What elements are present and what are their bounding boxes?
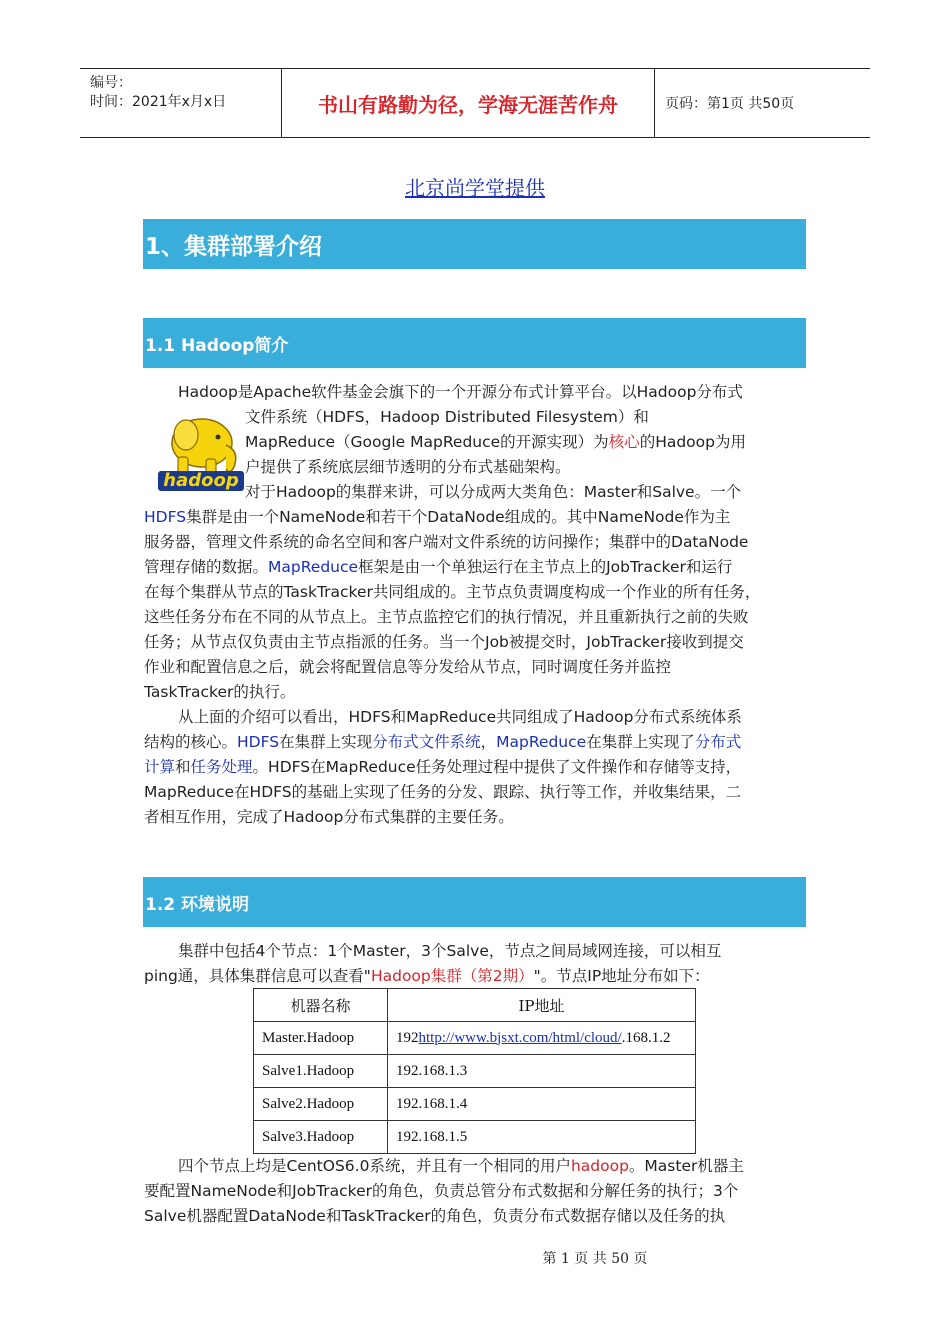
table-row (254, 1022, 696, 1055)
text-line: 要配置NameNode和JobTracker的角色，负责总管分布式数据和分解任务的执行；3个 (144, 1182, 739, 1200)
machine-name-cell: Salve2.Hadoop (254, 1088, 388, 1121)
text-line: 服务器，管理文件系统的命名空间和客户端对文件系统的访问操作；集群中的DataNode (144, 533, 749, 551)
machine-name-cell: Master.Hadoop (254, 1022, 388, 1055)
text-line: MapReduce（Google MapReduce的开源实现）为核心的Hadoop为用 (245, 433, 746, 451)
cluster-doc-reference: Hadoop集群（第2期） (370, 967, 534, 985)
text-line: 集群中包括4个节点：1个Master，3个Salve，节点之间局域网连接，可以相互 (178, 942, 722, 960)
ip-link[interactable]: http://www.bjsxt.com/html/cloud/ (418, 1029, 622, 1046)
user-name-highlight: hadoop (570, 1157, 629, 1175)
text-line: 任务；从节点仅负责由主节点指派的任务。当一个Job被提交时，JobTracker接收到提交 (144, 633, 744, 651)
section-heading-1-2: 1.2 环境说明 (143, 877, 806, 927)
text-line: 户提供了系统底层细节透明的分布式基础架构。 (245, 458, 571, 476)
text-line: 计算和任务处理。HDFS在MapReduce任务处理过程中提供了文件操作和存储等支持， (144, 758, 742, 776)
text-line: 作业和配置信息之后，就会将配置信息等分发给从节点，同时调度任务并监控 (144, 658, 672, 676)
doc-time-label: 时间：2021年x月x日 (90, 94, 227, 110)
text-line: 在每个集群从节点的TaskTracker共同组成的。主节点负责调度构成一个作业的所有任务， (144, 583, 761, 601)
node-ip-table (253, 988, 696, 1154)
ip-cell: 192.168.1.5 (388, 1121, 696, 1154)
text-line: 者相互作用，完成了Hadoop分布式集群的主要任务。 (144, 808, 514, 826)
machine-name-cell: Salve3.Hadoop (254, 1121, 388, 1154)
document-header (80, 68, 870, 138)
doc-title-link[interactable]: 北京尚学堂提供 (405, 176, 545, 200)
text-line: 四个节点上均是CentOS6.0系统，并且有一个相同的用户hadoop。Master机器主 (178, 1157, 744, 1175)
table-row (254, 1088, 696, 1121)
text-line: 文件系统（HDFS，Hadoop Distributed Filesystem）和 (245, 408, 649, 426)
header-page-info: 页码：第1页 共50页 (665, 96, 795, 112)
text-line: 对于Hadoop的集群来讲，可以分成两大类角色：Master和Salve。一个 (245, 483, 742, 501)
ip-cell: 192.168.1.3 (388, 1055, 696, 1088)
text-line: Salve机器配置DataNode和TaskTracker的角色，负责分布式数据存储以及任务的执 (144, 1207, 726, 1225)
section-heading-1-1: 1.1 Hadoop简介 (143, 318, 806, 368)
text-line: ping通，具体集群信息可以查看"Hadoop集群（第2期）"。节点IP地址分布如下： (144, 967, 710, 985)
table-row (254, 1121, 696, 1154)
ip-cell: 192.168.1.4 (388, 1088, 696, 1121)
logo-wordmark: hadoop (163, 470, 239, 491)
text-line: 管理存储的数据。MapReduce框架是由一个单独运行在主节点上的JobTracker和运行 (144, 558, 733, 576)
column-header: IP地址 (388, 989, 696, 1022)
text-line: MapReduce在HDFS的基础上实现了任务的分发、跟踪、执行等工作，并收集结果，二 (144, 783, 742, 801)
text-line: 结构的核心。HDFS在集群上实现分布式文件系统，MapReduce在集群上实现了分布式 (144, 733, 742, 751)
table-header-row (254, 989, 696, 1022)
highlight-core: 核心 (608, 433, 640, 451)
column-header: 机器名称 (254, 989, 388, 1022)
page-footer: 第 1 页 共 50 页 (542, 1251, 648, 1267)
header-motto: 书山有路勤为径，学海无涯苦作舟 (318, 92, 618, 117)
text-line: 从上面的介绍可以看出，HDFS和MapReduce共同组成了Hadoop分布式系统体系 (178, 708, 742, 726)
text-line: TaskTracker的执行。 (144, 683, 296, 701)
doc-code-label: 编号： (90, 75, 132, 91)
text-line: Hadoop是Apache软件基金会旗下的一个开源分布式计算平台。以Hadoop分布式 (178, 383, 743, 401)
header-divider (654, 69, 655, 137)
text-line: 这些任务分布在不同的从节点上。主节点监控它们的执行情况，并且重新执行之前的失败 (144, 608, 749, 626)
machine-name-cell: Salve1.Hadoop (254, 1055, 388, 1088)
text-line: HDFS集群是由一个NameNode和若干个DataNode组成的。其中NameNode作为主 (144, 508, 731, 526)
ip-cell: 192http://www.bjsxt.com/html/cloud/.168.1.2 (388, 1022, 696, 1055)
hadoop-logo (156, 405, 246, 495)
section-heading-1: 1、集群部署介绍 (143, 219, 806, 269)
table-row (254, 1055, 696, 1088)
